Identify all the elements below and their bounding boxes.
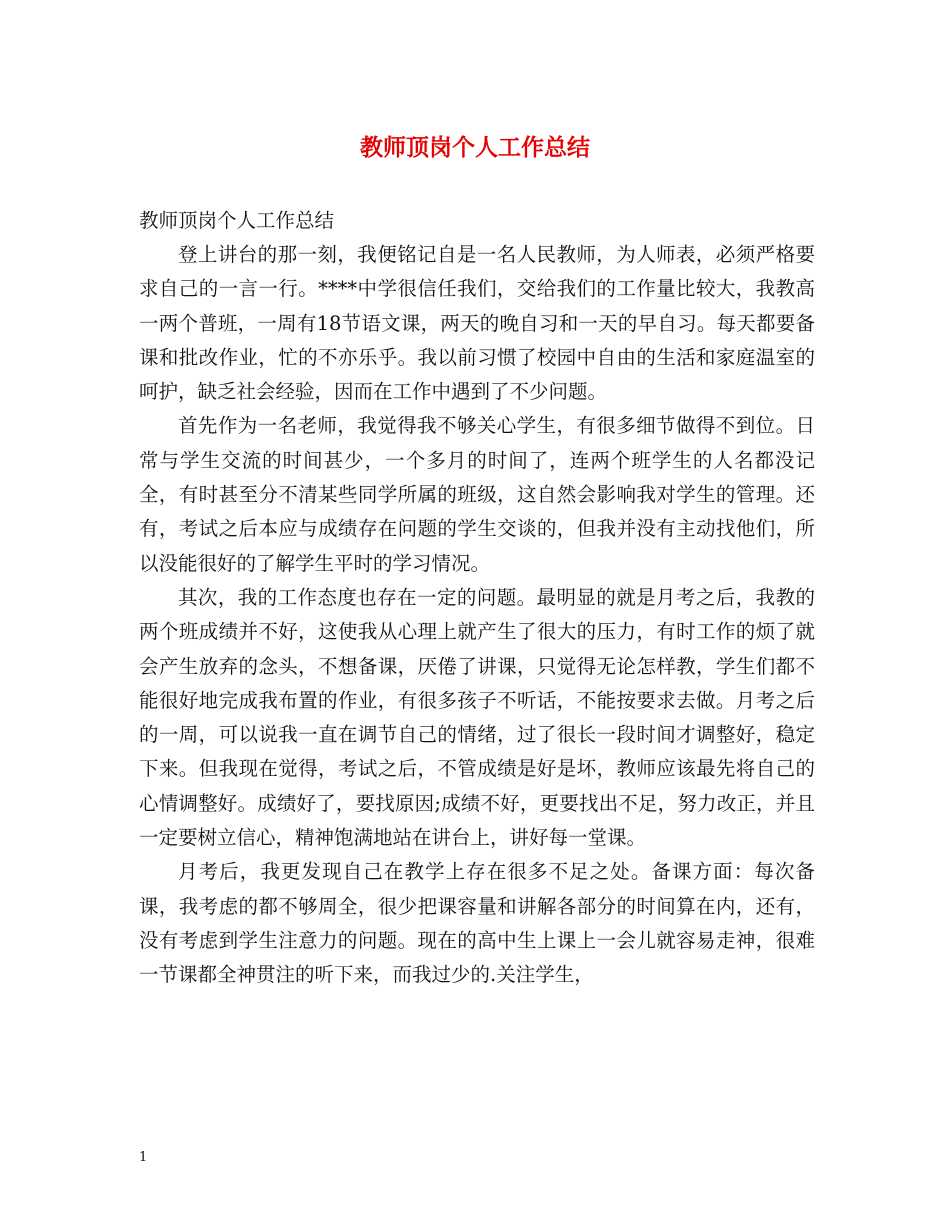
paragraph: 月考后，我更发现自己在教学上存在很多不足之处。备课方面：每次备课，我考虑的都不够周全，很少把课容量和讲解各部分的时间算在内，还有，没有考虑到学生注意力的问题。现在的高中生上课上一会儿就容易走神，很难一节课都全神贯注的听下来，而我过少的.关注学生，	[139, 860, 815, 987]
paragraph: 登上讲台的那一刻，我便铭记自是一名人民教师，为人师表，必须严格要求自己的一言一行。****中学很信任我们，交给我们的工作量比较大，我教高一两个普班，一周有18节语文课，两天的晚自习和一天的早自习。每天都要备课和批改作业，忙的不亦乐乎。我以前习惯了校园中自由的生活和家庭温室的呵护，缺乏社会经验，因而在工作中遇到了不少问题。	[139, 243, 815, 404]
paragraph: 首先作为一名老师，我觉得我不够关心学生，有很多细节做得不到位。日常与学生交流的时间甚少，一个多月的时间了，连两个班学生的人名都没记全，有时甚至分不清某些同学所属的班级，这自然会影响我对学生的管理。还有，考试之后本应与成绩存在问题的学生交谈的，但我并没有主动找他们，所以没能很好的了解学生平时的学习情况。	[139, 414, 815, 575]
document-title: 教师顶岗个人工作总结	[360, 134, 590, 161]
paragraph: 其次，我的工作态度也存在一定的问题。最明显的就是月考之后，我教的两个班成绩并不好，这使我从心理上就产生了很大的压力，有时工作的烦了就会产生放弃的念头，不想备课，厌倦了讲课，只觉得无论怎样教，学生们都不能很好地完成我布置的作业，有很多孩子不听话，不能按要求去做。月考之后的一周，可以说我一直在调节自己的情绪，过了很长一段时间才调整好，稳定下来。但我现在觉得，考试之后，不管成绩是好是坏，教师应该最先将自己的心情调整好。成绩好了，要找原因;成绩不好，更要找出不足，努力改正，并且一定要树立信心，精神饱满地站在讲台上，讲好每一堂课。	[139, 585, 815, 850]
document-subtitle: 教师顶岗个人工作总结	[139, 209, 335, 232]
page-number: 1	[139, 1150, 148, 1165]
document-body	[139, 204, 815, 993]
